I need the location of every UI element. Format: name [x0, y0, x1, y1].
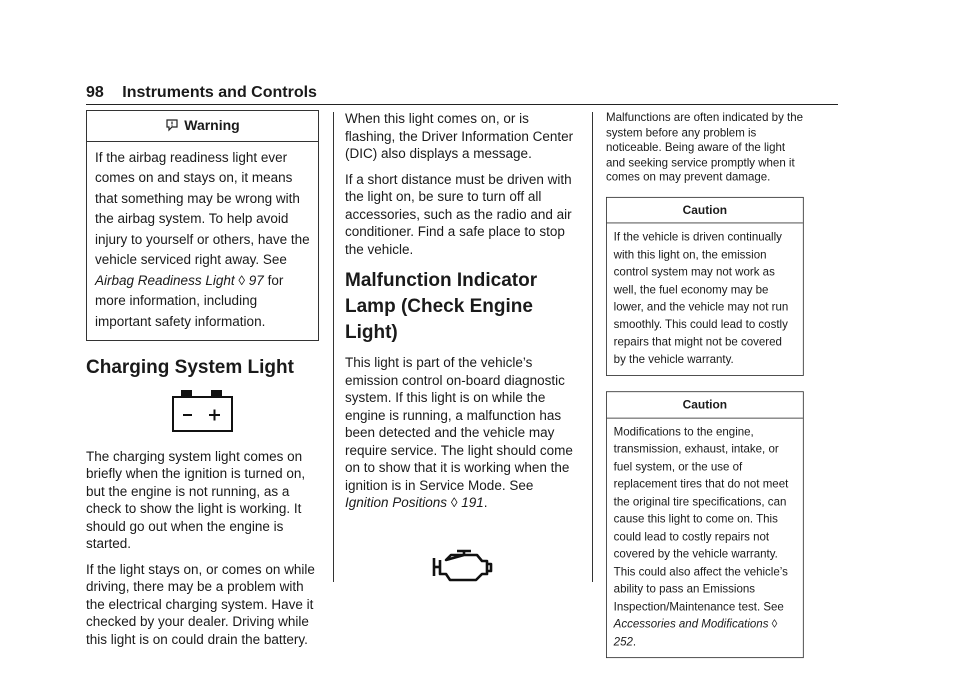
middle-para-2: If a short distance must be driven with the light on, be sure to turn off all accessories, such as the radio and air conditioner. Find a safe place to stop the vehicle.: [345, 171, 572, 257]
warning-speech-icon: [165, 118, 179, 132]
page-ref[interactable]: 97: [248, 272, 264, 288]
caution-box-1: [606, 197, 804, 376]
page-ref-icon: ◊: [771, 617, 778, 630]
page-ref-icon: ◊: [238, 272, 246, 288]
accessories-link[interactable]: Accessories and Modifications: [613, 617, 769, 630]
header-rule: [86, 104, 838, 105]
caution-text-part: Modifications to the engine, transmission, exhaust, intake, or fuel system, or the use of replacement tires that do not meet the original tire specifications, can cause this light to come on. This could lead to costly repairs not covered by the vehicle warranty. This could also affect the vehicle’s ability to pass an Emissions Inspection/Maintenance test. See: [613, 424, 789, 613]
column-right: [606, 110, 804, 670]
page-ref[interactable]: 191: [461, 495, 484, 510]
section-title: Instruments and Controls: [122, 84, 317, 101]
warning-text-part: for more information, including important safety information.: [95, 272, 284, 329]
para-text-part: .: [483, 495, 488, 510]
page-number: 98: [86, 84, 104, 101]
ignition-positions-link[interactable]: Ignition Positions: [345, 495, 448, 510]
column-left: [86, 110, 319, 656]
airbag-readiness-link[interactable]: Airbag Readiness Light: [95, 272, 235, 288]
column-divider: [333, 112, 334, 582]
page-header: [86, 84, 317, 102]
battery-icon-wrap: [86, 389, 319, 438]
warning-label: Warning: [184, 117, 240, 133]
caution-title-2: Caution: [607, 392, 803, 418]
right-para-1: Malfunctions are often indicated by the system before any problem is noticeable. Being aware of the light and seeking service promptly when it comes on may prevent damage.: [606, 110, 804, 184]
battery-icon: [171, 389, 235, 433]
engine-icon-wrap: [345, 546, 580, 593]
column-divider: [592, 112, 593, 582]
middle-para-1: When this light comes on, or is flashing, the Driver Information Center (DIC) also displays a message.: [345, 111, 574, 161]
caution-box-2: [606, 391, 804, 658]
mil-heading: Malfunction Indicator Lamp (Check Engine Light): [345, 270, 538, 343]
warning-text-part: If the airbag readiness light ever comes on and stays on, it means that something may be wrong with the airbag system. To help avoid injury to yourself or others, have the vehicle serviced right away. See: [95, 149, 310, 267]
column-middle: [345, 110, 580, 602]
warning-title: [87, 111, 318, 142]
page-ref[interactable]: 252: [613, 634, 633, 648]
middle-para-3: [345, 354, 580, 512]
charging-para-2: If the light stays on, or comes on while driving, there may be a problem with the electrical charging system. Have it checked by your dealer. Driving while this light is on could drain the battery.: [86, 561, 315, 647]
caution-text-2: [607, 418, 803, 657]
para-text-part: This light is part of the vehicle’s emission control on-board diagnostic system. If this light is on while the engine is running, a malfunction has been detected and the vehicle may require service. The light should come on to show that it is working when the ignition is in Service Mode. See: [345, 355, 573, 493]
caution-title-1: Caution: [607, 197, 803, 223]
caution-text-part: .: [632, 634, 637, 648]
warning-text: [87, 142, 318, 341]
charging-para-1: The charging system light comes on briefly when the ignition is turned on, but the engine is not running, as a check to show the light is working. It should go out when the engine is started.: [86, 448, 306, 551]
charging-system-heading: Charging System Light: [86, 357, 294, 378]
page-ref-icon: ◊: [450, 495, 458, 510]
check-engine-icon: [432, 546, 494, 588]
warning-box: [86, 110, 319, 341]
caution-text-1: If the vehicle is driven continually with this light on, the emission control system may not work as well, the fuel economy may be lower, and the vehicle may not run smoothly. This could lead to costly repairs that might not be covered by the vehicle warranty.: [613, 230, 789, 366]
